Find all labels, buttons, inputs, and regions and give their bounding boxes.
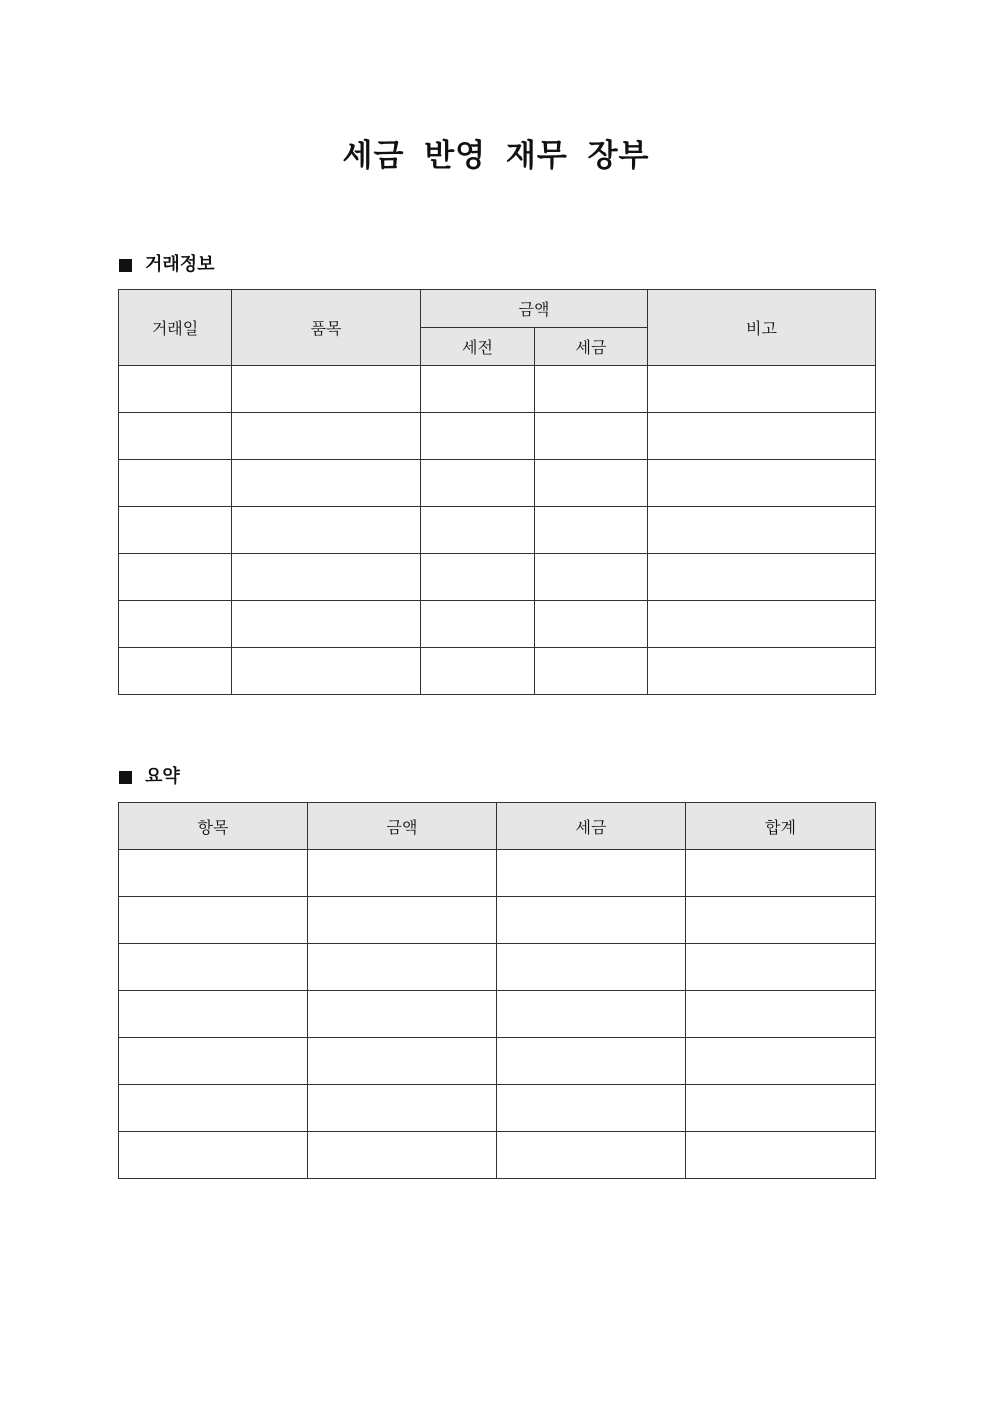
col-header-tax: 세금: [535, 328, 648, 366]
note-cell[interactable]: [648, 413, 876, 460]
amount-cell[interactable]: [308, 1085, 497, 1132]
item-cell[interactable]: [232, 413, 421, 460]
tax-cell[interactable]: [497, 991, 686, 1038]
date-cell[interactable]: [119, 460, 232, 507]
col-header-item: 품목: [232, 290, 421, 366]
category-cell[interactable]: [119, 1132, 308, 1179]
transactions-heading: [119, 253, 215, 277]
amount-cell[interactable]: [308, 1132, 497, 1179]
summary-heading-label: 요약: [145, 766, 180, 787]
tax-cell[interactable]: [497, 1038, 686, 1085]
table-row: [119, 944, 876, 991]
tax-cell[interactable]: [535, 601, 648, 648]
tax-cell[interactable]: [497, 897, 686, 944]
category-cell[interactable]: [119, 991, 308, 1038]
date-cell[interactable]: [119, 554, 232, 601]
pre-tax-cell[interactable]: [421, 366, 535, 413]
col-header-amount-group: 금액: [421, 290, 648, 328]
table-row: [119, 1132, 876, 1179]
tax-cell[interactable]: [535, 460, 648, 507]
item-cell[interactable]: [232, 648, 421, 695]
total-cell[interactable]: [686, 991, 876, 1038]
total-cell[interactable]: [686, 1038, 876, 1085]
tax-cell[interactable]: [497, 944, 686, 991]
col-header-tax: 세금: [497, 803, 686, 850]
amount-cell[interactable]: [308, 850, 497, 897]
col-header-amount: 금액: [308, 803, 497, 850]
note-cell[interactable]: [648, 460, 876, 507]
tax-cell[interactable]: [535, 648, 648, 695]
tax-cell[interactable]: [535, 366, 648, 413]
col-header-total: 합계: [686, 803, 876, 850]
tax-cell[interactable]: [497, 1085, 686, 1132]
date-cell[interactable]: [119, 648, 232, 695]
amount-cell[interactable]: [308, 991, 497, 1038]
tax-cell[interactable]: [535, 507, 648, 554]
note-cell[interactable]: [648, 601, 876, 648]
category-cell[interactable]: [119, 897, 308, 944]
date-cell[interactable]: [119, 413, 232, 460]
table-row: [119, 507, 876, 554]
tax-cell[interactable]: [497, 850, 686, 897]
table-row: [119, 897, 876, 944]
table-row: [119, 991, 876, 1038]
total-cell[interactable]: [686, 897, 876, 944]
total-cell[interactable]: [686, 1132, 876, 1179]
note-cell[interactable]: [648, 554, 876, 601]
table-row: [119, 648, 876, 695]
date-cell[interactable]: [119, 601, 232, 648]
summary-heading: [119, 765, 180, 789]
item-cell[interactable]: [232, 554, 421, 601]
col-header-category: 항목: [119, 803, 308, 850]
total-cell[interactable]: [686, 850, 876, 897]
date-cell[interactable]: [119, 507, 232, 554]
amount-cell[interactable]: [308, 1038, 497, 1085]
page-title: 세금 반영 재무 장부: [342, 138, 650, 174]
pre-tax-cell[interactable]: [421, 554, 535, 601]
square-bullet-icon: [119, 259, 132, 272]
category-cell[interactable]: [119, 944, 308, 991]
amount-cell[interactable]: [308, 897, 497, 944]
date-cell[interactable]: [119, 366, 232, 413]
amount-cell[interactable]: [308, 944, 497, 991]
pre-tax-cell[interactable]: [421, 460, 535, 507]
table-row: [119, 601, 876, 648]
item-cell[interactable]: [232, 366, 421, 413]
category-cell[interactable]: [119, 1085, 308, 1132]
col-header-date: 거래일: [119, 290, 232, 366]
table-row: [119, 1038, 876, 1085]
table-row: [119, 1085, 876, 1132]
tax-cell[interactable]: [535, 554, 648, 601]
note-cell[interactable]: [648, 366, 876, 413]
table-row: [119, 366, 876, 413]
category-cell[interactable]: [119, 850, 308, 897]
summary-table: [118, 802, 876, 1179]
note-cell[interactable]: [648, 507, 876, 554]
transactions-table: [118, 289, 876, 695]
tax-cell[interactable]: [535, 413, 648, 460]
tax-cell[interactable]: [497, 1132, 686, 1179]
item-cell[interactable]: [232, 460, 421, 507]
item-cell[interactable]: [232, 507, 421, 554]
table-row: [119, 413, 876, 460]
total-cell[interactable]: [686, 1085, 876, 1132]
pre-tax-cell[interactable]: [421, 507, 535, 554]
pre-tax-cell[interactable]: [421, 413, 535, 460]
col-header-pre-tax: 세전: [421, 328, 535, 366]
table-row: [119, 850, 876, 897]
table-row: [119, 460, 876, 507]
pre-tax-cell[interactable]: [421, 601, 535, 648]
transactions-heading-label: 거래정보: [145, 254, 215, 275]
category-cell[interactable]: [119, 1038, 308, 1085]
item-cell[interactable]: [232, 601, 421, 648]
col-header-note: 비고: [648, 290, 876, 366]
note-cell[interactable]: [648, 648, 876, 695]
table-row: [119, 554, 876, 601]
square-bullet-icon: [119, 771, 132, 784]
total-cell[interactable]: [686, 944, 876, 991]
pre-tax-cell[interactable]: [421, 648, 535, 695]
